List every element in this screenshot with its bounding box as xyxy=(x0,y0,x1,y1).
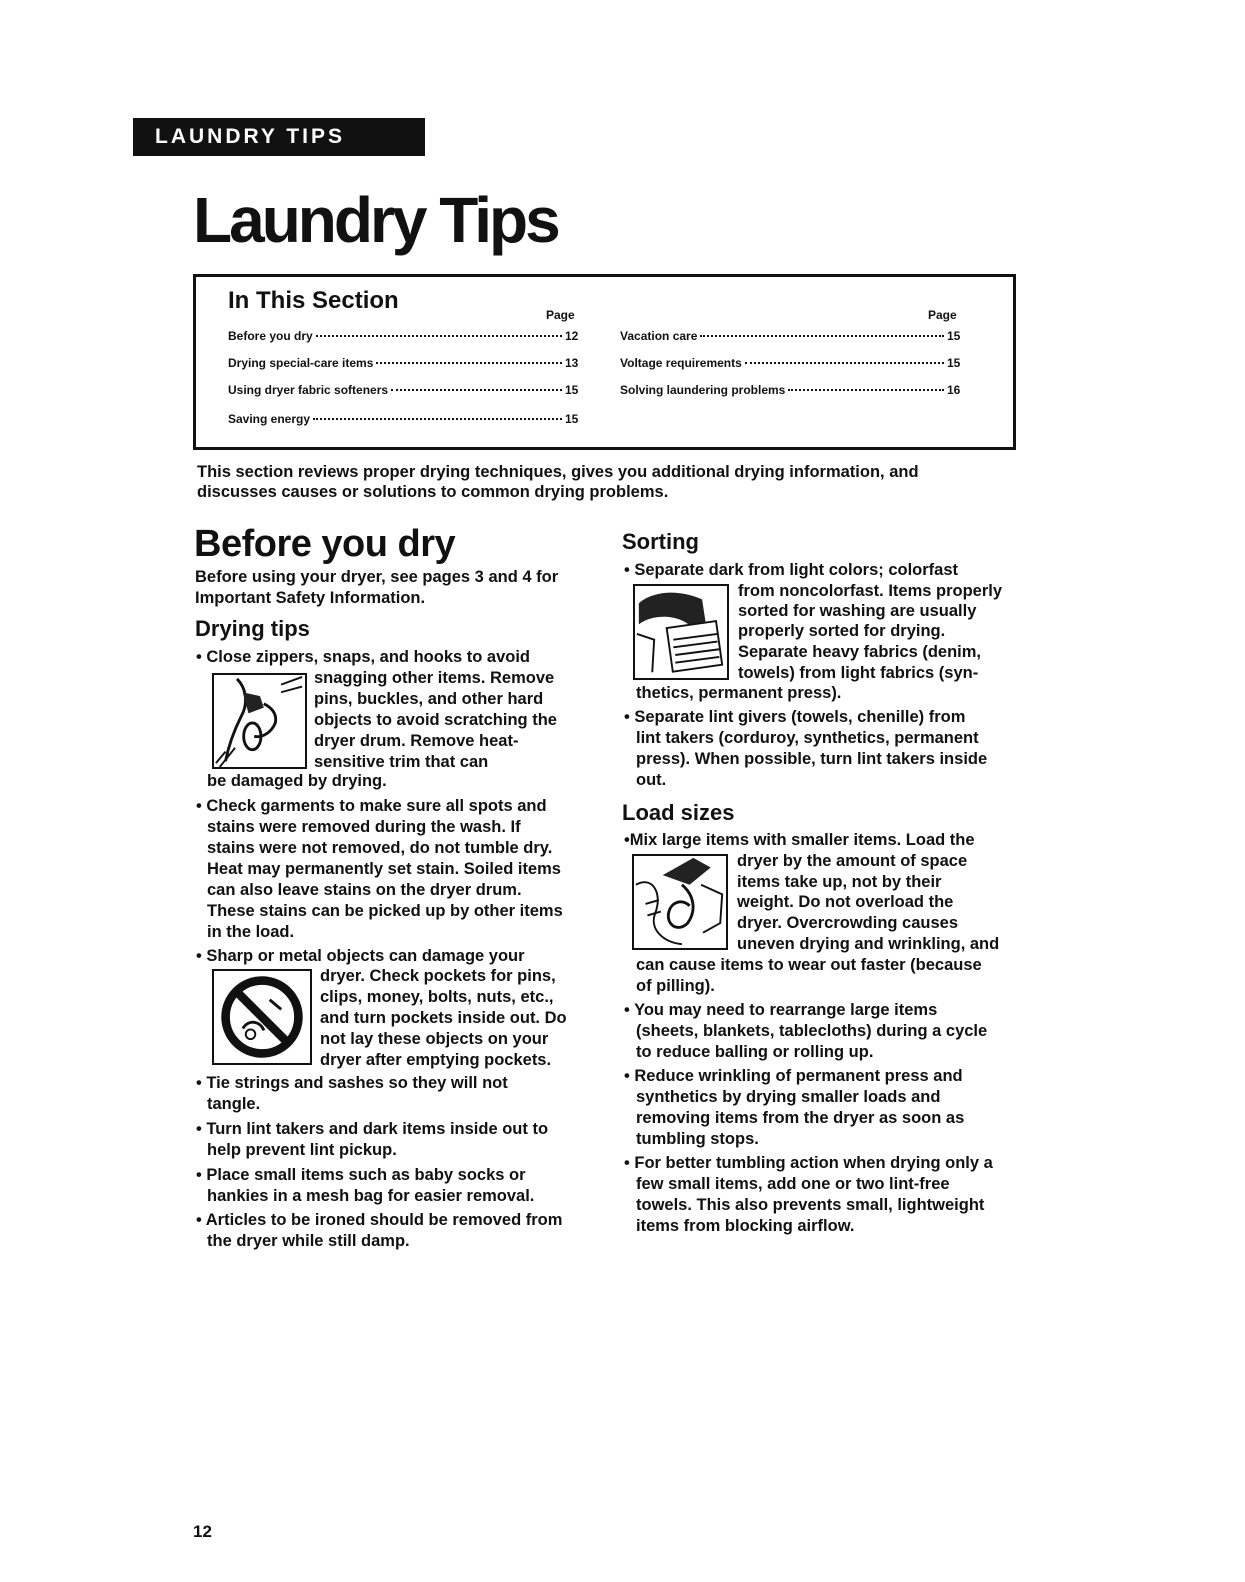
toc-entry-page: 15 xyxy=(947,329,961,343)
tumbling-tip-line: few small items, add one or two lint-free xyxy=(636,1175,950,1193)
clothes-pile-icon xyxy=(635,586,727,678)
load-sizes-wrap-line: dryer by the amount of space xyxy=(737,852,968,870)
toc-entry-label: Before you dry xyxy=(228,329,313,343)
zipper-icon xyxy=(214,675,305,767)
load-sizes-tip-tail: of pilling). xyxy=(636,977,715,995)
sharp-objects-wrap-line: not lay these objects on your xyxy=(320,1030,549,1048)
before-you-dry-heading: Before you dry xyxy=(194,523,456,565)
toc-entry-page: 13 xyxy=(565,356,579,370)
load-sizes-tip-line: •Mix large items with smaller items. Load the xyxy=(624,831,975,849)
tumbling-tip-line: items from blocking airflow. xyxy=(636,1217,855,1235)
stains-tip-line: Heat may permanently set stain. Soiled items xyxy=(207,860,561,878)
toc-entry[interactable] xyxy=(620,383,967,397)
stains-tip-line: stains were removed during the wash. If xyxy=(207,818,521,836)
zipper-tip-wrap-line: pins, buckles, and other hard xyxy=(314,690,544,708)
toc-leader xyxy=(376,362,562,364)
toc-entry[interactable] xyxy=(620,329,967,343)
stains-tip-line: can also leave stains on the dryer drum. xyxy=(207,881,522,899)
sharp-objects-wrap-line: dryer after emptying pockets. xyxy=(320,1051,552,1069)
rearrange-tip-line: (sheets, blankets, tablecloths) during a cycle xyxy=(636,1022,988,1040)
toc-entry-label: Using dryer fabric softeners xyxy=(228,383,389,397)
no-objects-icon xyxy=(214,971,310,1063)
toc-entry-page: 15 xyxy=(947,356,961,370)
stains-tip-line: in the load. xyxy=(207,923,295,941)
lint-givers-tip-line: lint takers (corduroy, synthetics, permanent xyxy=(636,729,979,747)
zipper-tip-wrap-line: snagging other items. Remove xyxy=(314,669,555,687)
section-intro: This section reviews proper drying techniques, gives you additional drying information, and discusses causes or solutions to common drying problems. xyxy=(197,463,919,501)
stains-tip-line: These stains can be picked up by other items xyxy=(207,902,563,920)
sorting-wrap-line: properly sorted for drying. xyxy=(738,622,946,640)
toc-entry-page: 12 xyxy=(565,329,579,343)
lint-takers-tip-line: help prevent lint pickup. xyxy=(207,1141,397,1159)
stains-tip-line: stains were not removed, do not tumble dry. xyxy=(207,839,553,857)
drying-tips-heading: Drying tips xyxy=(195,616,310,641)
sharp-objects-tip-line: • Sharp or metal objects can damage your xyxy=(196,947,525,965)
wrinkling-tip-line: tumbling stops. xyxy=(636,1130,759,1148)
toc-entry-label: Voltage requirements xyxy=(620,356,742,370)
mesh-bag-tip-line: hankies in a mesh bag for easier removal. xyxy=(207,1187,535,1205)
sorting-wrap-line: sorted for washing are usually xyxy=(738,602,977,620)
tumbling-clothes-icon xyxy=(634,856,726,948)
ironing-tip-line: the dryer while still damp. xyxy=(207,1232,410,1250)
tumbling-tip-line: towels. This also prevents small, lightweight xyxy=(636,1196,985,1214)
lint-takers-tip-line: • Turn lint takers and dark items inside out to xyxy=(196,1120,549,1138)
load-sizes-wrap-line: uneven drying and wrinkling, and xyxy=(737,935,1000,953)
section-banner: LAUNDRY TIPS xyxy=(133,118,425,156)
toc-leader xyxy=(391,389,562,391)
ironing-tip-line: • Articles to be ironed should be removed from xyxy=(196,1211,563,1229)
zipper-illustration xyxy=(212,673,307,769)
zipper-tip-wrap-line: dryer drum. Remove heat- xyxy=(314,732,519,750)
wrinkling-tip-line: • Reduce wrinkling of permanent press and xyxy=(624,1067,963,1085)
toc-entry[interactable] xyxy=(620,356,967,370)
page-number: 12 xyxy=(193,1522,212,1541)
lint-givers-tip-line: • Separate lint givers (towels, chenille) from xyxy=(624,708,966,726)
wrinkling-tip-line: removing items from the dryer as soon as xyxy=(636,1109,965,1127)
lint-givers-tip-line: press). When possible, turn lint takers inside xyxy=(636,750,988,768)
sorting-wrap-line: Separate heavy fabrics (denim, xyxy=(738,643,982,661)
toc-entry-label: Vacation care xyxy=(620,329,698,343)
lint-givers-tip-line: out. xyxy=(636,771,667,789)
sharp-objects-wrap-line: and turn pockets inside out. Do xyxy=(320,1009,567,1027)
toc-entry[interactable] xyxy=(228,329,585,343)
sorting-tip-tail: thetics, permanent press). xyxy=(636,684,842,702)
zipper-tip-line: • Close zippers, snaps, and hooks to avoid xyxy=(196,648,531,666)
toc-entry-page: 15 xyxy=(565,412,579,426)
before-you-dry-text: Before using your dryer, see pages 3 and 4 for Important Safety Information. xyxy=(195,568,559,607)
sharp-objects-wrap-line: clips, money, bolts, nuts, etc., xyxy=(320,988,554,1006)
wrinkling-tip-line: synthetics by drying smaller loads and xyxy=(636,1088,941,1106)
toc-heading: In This Section xyxy=(228,287,399,314)
pocket-objects-illustration xyxy=(212,969,312,1065)
toc-entry-page: 15 xyxy=(565,383,579,397)
toc-entry-page: 16 xyxy=(947,383,961,397)
rearrange-tip-line: to reduce balling or rolling up. xyxy=(636,1043,874,1061)
sorting-wrap-line: towels) from light fabrics (syn- xyxy=(738,664,979,682)
toc-entry-label: Solving laundering problems xyxy=(620,383,786,397)
toc-leader xyxy=(700,335,944,337)
toc-page-label-right: Page xyxy=(928,308,957,322)
load-sizes-tip-tail: can cause items to wear out faster (because xyxy=(636,956,982,974)
tumbling-tip-line: • For better tumbling action when drying only a xyxy=(624,1154,993,1172)
sorting-wrap-line: from noncolorfast. Items properly xyxy=(738,582,1003,600)
sorting-tip-line: • Separate dark from light colors; colorfast xyxy=(624,561,959,579)
tie-strings-tip-line: tangle. xyxy=(207,1095,261,1113)
toc-leader xyxy=(316,335,562,337)
load-sizes-illustration xyxy=(632,854,728,950)
sorting-illustration xyxy=(633,584,729,680)
toc-leader xyxy=(745,362,944,364)
toc-entry[interactable] xyxy=(228,383,585,397)
load-sizes-wrap-line: dryer. Overcrowding causes xyxy=(737,914,959,932)
mesh-bag-tip-line: • Place small items such as baby socks or xyxy=(196,1166,526,1184)
toc-entry-label: Drying special-care items xyxy=(228,356,374,370)
stains-tip-line: • Check garments to make sure all spots and xyxy=(196,797,547,815)
toc-leader xyxy=(313,418,562,420)
sorting-heading: Sorting xyxy=(622,529,699,554)
toc-leader xyxy=(788,389,944,391)
load-sizes-wrap-line: items take up, not by their xyxy=(737,873,942,891)
load-sizes-heading: Load sizes xyxy=(622,800,735,825)
tie-strings-tip-line: • Tie strings and sashes so they will not xyxy=(196,1074,508,1092)
toc-entry[interactable] xyxy=(228,356,585,370)
page-title: Laundry Tips xyxy=(193,184,558,256)
toc-entry[interactable] xyxy=(228,412,585,426)
load-sizes-wrap-line: weight. Do not overload the xyxy=(737,893,954,911)
zipper-tip-wrap-line: objects to avoid scratching the xyxy=(314,711,557,729)
sharp-objects-wrap-line: dryer. Check pockets for pins, xyxy=(320,967,556,985)
toc-entry-label: Saving energy xyxy=(228,412,311,426)
zipper-tip-wrap-line: sensitive trim that can xyxy=(314,753,489,771)
zipper-tip-tail: be damaged by drying. xyxy=(207,772,387,790)
toc-page-label-left: Page xyxy=(546,308,575,322)
rearrange-tip-line: • You may need to rearrange large items xyxy=(624,1001,938,1019)
